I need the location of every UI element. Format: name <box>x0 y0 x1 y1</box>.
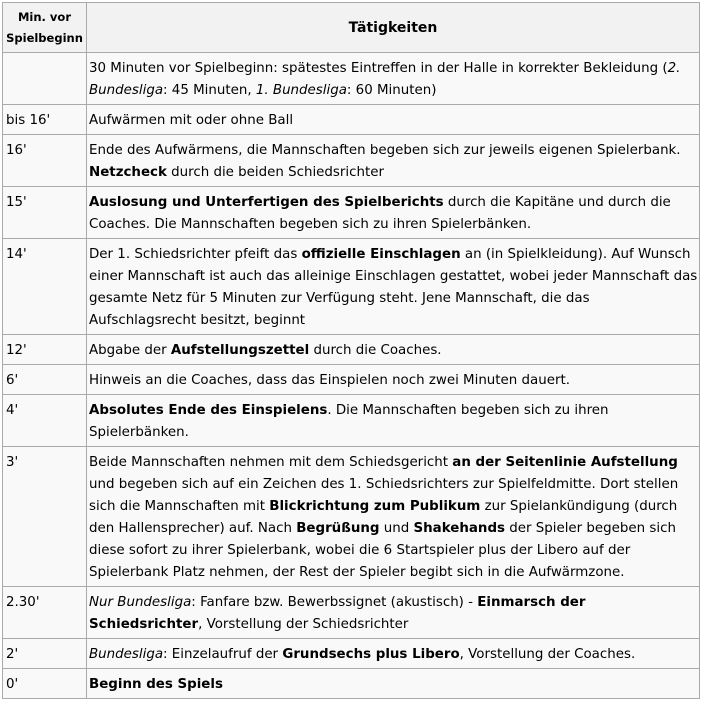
bold-text: Blickrichtung zum Publikum <box>269 499 481 514</box>
italic-text: Bundesliga <box>89 647 164 662</box>
time-cell: 4' <box>3 395 87 447</box>
table-row <box>3 335 700 365</box>
bold-text: Begrüßung <box>296 521 380 536</box>
time-cell: 6' <box>3 365 87 395</box>
table-row <box>3 669 700 699</box>
header-time: Min. vor Spielbeginn <box>3 3 87 53</box>
activity-cell <box>87 639 700 669</box>
time-cell: 16' <box>3 135 87 187</box>
text-segment: und begeben sich auf ein Zeichen des 1. Schiedsrichters zur Spielfeldmitte. Dort stellen sich die Mannschaften mit <box>89 477 679 514</box>
text-segment: und <box>379 521 414 536</box>
time-cell: 2' <box>3 639 87 669</box>
bold-text: offizielle Einschlagen <box>301 247 461 262</box>
header-activities: Tätigkeiten <box>87 3 700 53</box>
text-segment: Abgabe der <box>89 343 171 358</box>
time-cell: 12' <box>3 335 87 365</box>
table-row <box>3 187 700 239</box>
bold-text: Shakehands <box>413 521 505 536</box>
table-row <box>3 239 700 335</box>
activity-cell <box>87 365 700 395</box>
text-segment: durch die Kapitäne und durch die Coaches. Die Mannschaften begeben sich zu ihren Spielerbänken. <box>89 195 671 232</box>
text-segment: : 45 Minuten, <box>163 83 256 98</box>
time-cell: 15' <box>3 187 87 239</box>
time-cell <box>3 53 87 105</box>
table-row <box>3 135 700 187</box>
text-segment: durch die Coaches. <box>309 343 442 358</box>
text-segment: durch die beiden Schiedsrichter <box>166 165 384 180</box>
table-row <box>3 395 700 447</box>
italic-text: 2. Bundesliga <box>89 61 681 98</box>
table-row <box>3 53 700 105</box>
text-segment: , Vorstellung der Schiedsrichter <box>198 617 409 632</box>
time-cell: 3' <box>3 447 87 587</box>
table-row <box>3 639 700 669</box>
italic-text: Nur Bundesliga <box>89 595 192 610</box>
text-segment: an (in Spielkleidung). Auf Wunsch einer Mannschaft ist auch das alleinige Einschlagen gestattet, wobei jeder Mannschaft das gesamte Netz für 5 Minuten zur Verfügung steht. Jene Mannschaft, die das Aufschlagsrecht besitzt, beginnt <box>89 247 698 328</box>
activity-cell <box>87 395 700 447</box>
activity-cell <box>87 135 700 187</box>
text-segment: Aufwärmen mit oder ohne Ball <box>89 113 294 128</box>
activity-cell <box>87 669 700 699</box>
bold-text: Netzcheck <box>89 165 167 180</box>
bold-text: an der Seitenlinie Aufstellung <box>452 455 678 470</box>
bold-text: Grundsechs plus Libero <box>282 647 460 662</box>
activity-cell <box>87 587 700 639</box>
text-segment: : 60 Minuten) <box>346 83 437 98</box>
time-cell: bis 16' <box>3 105 87 135</box>
italic-text: 1. Bundesliga <box>255 83 347 98</box>
header-row <box>3 3 700 53</box>
text-segment: : Fanfare bzw. Bewerbssignet (akustisch) - <box>191 595 478 610</box>
text-segment: der Spieler begeben sich diese sofort zu ihrer Spielerbank, wobei die 6 Startspieler plus der Libero auf der Spielerbank Platz nehmen, der Rest der Spieler begibt sich in die Aufwärmzone. <box>89 521 676 580</box>
text-segment: Der 1. Schiedsrichter pfeift das <box>89 247 302 262</box>
text-segment: Beide Mannschaften nehmen mit dem Schiedsgericht <box>89 455 453 470</box>
schedule-table <box>2 2 700 699</box>
bold-text: Absolutes Ende des Einspielens <box>89 403 328 418</box>
text-segment: Ende des Aufwärmens, die Mannschaften begeben sich zur jeweils eigenen Spielerbank. <box>89 143 681 158</box>
text-segment: Hinweis an die Coaches, dass das Einspielen noch zwei Minuten dauert. <box>89 373 570 388</box>
table-body <box>3 53 700 699</box>
bold-text: Einmarsch der Schiedsrichter <box>89 595 586 632</box>
activity-cell <box>87 53 700 105</box>
text-segment: zur Spielankündigung (durch den Hallensprecher) auf. Nach <box>89 499 678 536</box>
table-row <box>3 447 700 587</box>
text-segment: . Die Mannschaften begeben sich zu ihren Spielerbänken. <box>89 403 609 440</box>
table-row <box>3 365 700 395</box>
bold-text: Auslosung und Unterfertigen des Spielberichts <box>89 195 444 210</box>
text-segment: 30 Minuten vor Spielbeginn: spätestes Eintreffen in der Halle in korrekter Bekleidung ( <box>89 61 668 76</box>
text-segment: : Einzelaufruf der <box>163 647 283 662</box>
activity-cell <box>87 335 700 365</box>
bold-text: Aufstellungszettel <box>170 343 310 358</box>
activity-cell <box>87 187 700 239</box>
time-cell: 0' <box>3 669 87 699</box>
activity-cell <box>87 447 700 587</box>
time-cell: 14' <box>3 239 87 335</box>
activity-cell <box>87 105 700 135</box>
bold-text: Beginn des Spiels <box>89 677 223 692</box>
table-row <box>3 105 700 135</box>
time-cell: 2.30' <box>3 587 87 639</box>
text-segment: , Vorstellung der Coaches. <box>459 647 636 662</box>
activity-cell <box>87 239 700 335</box>
table-row <box>3 587 700 639</box>
